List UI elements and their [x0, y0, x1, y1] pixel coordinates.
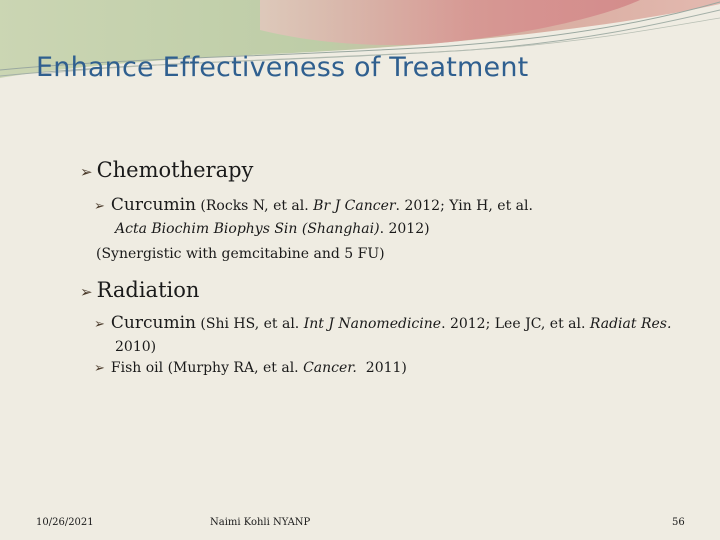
slide-number: 56: [672, 517, 685, 528]
reference-text: (Shi HS, et al.: [195, 316, 304, 332]
arrow-bullet-icon: ➢: [94, 317, 105, 332]
footer-author: Naimi Kohli NYANP: [210, 517, 311, 528]
reference-text: 2011): [356, 360, 407, 376]
reference-text: . 2012; Yin H, et al.: [395, 198, 533, 214]
reference-text: (Rocks N, et al.: [195, 198, 314, 214]
agent-name: Curcumin: [110, 195, 196, 215]
bullet-chemotherapy: [80, 158, 253, 182]
agent-name: Curcumin: [110, 313, 196, 333]
arrow-bullet-icon: ➢: [80, 163, 93, 181]
bullet-label: Radiation: [96, 278, 200, 302]
reference-text: (Murphy RA, et al.: [163, 360, 304, 376]
journal-name: Br J Cancer: [313, 198, 396, 214]
list-item-curcumin-radiation: [94, 312, 694, 358]
reference-text: . 2012): [379, 221, 430, 237]
slide-title: Enhance Effectiveness of Treatment: [36, 52, 529, 83]
arrow-bullet-icon: ➢: [80, 283, 93, 301]
bullet-label: Chemotherapy: [96, 158, 254, 182]
journal-name: Cancer.: [303, 360, 357, 376]
journal-name: Int J Nanomedicine: [303, 316, 442, 332]
arrow-bullet-icon: ➢: [94, 199, 105, 214]
reference-text: . 2012; Lee JC, et al.: [441, 316, 590, 332]
journal-name: Radiat Res.: [589, 316, 672, 332]
arrow-bullet-icon: ➢: [94, 361, 105, 376]
list-item-fish-oil: [94, 357, 694, 380]
journal-name: Acta Biochim Biophys Sin (Shanghai): [115, 221, 380, 237]
bullet-radiation: [80, 278, 199, 302]
list-item-curcumin-chemo: [94, 194, 694, 240]
synergy-note: (Synergistic with gemcitabine and 5 FU): [96, 246, 385, 262]
agent-name: Fish oil: [110, 360, 164, 376]
footer-date: 10/26/2021: [36, 517, 94, 528]
reference-text: 2010): [115, 339, 157, 355]
